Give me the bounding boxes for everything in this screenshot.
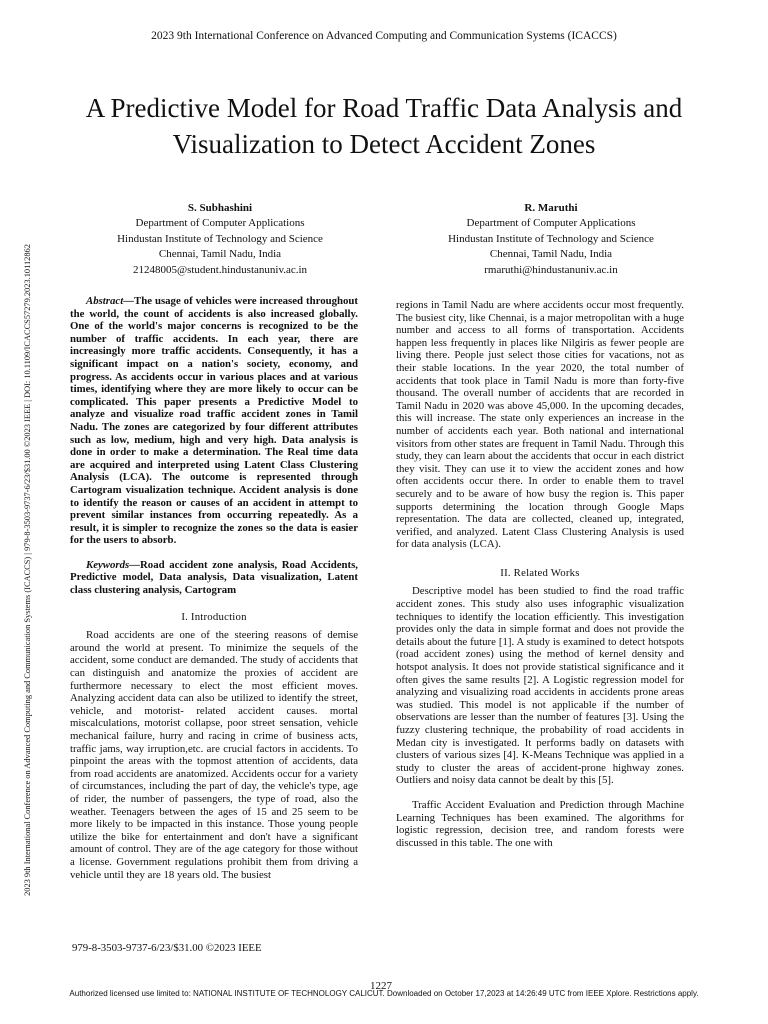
author-institution: Hindustan Institute of Technology and Science xyxy=(117,232,323,245)
paper-title: A Predictive Model for Road Traffic Data Analysis and Visualization to Detect Accident Zones xyxy=(85,93,683,159)
page-number: 1227 xyxy=(370,980,392,992)
license-footer: Authorized licensed use limited to: NATIONAL INSTITUTE OF TECHNOLOGY CALICUT. Downloaded on October 17,2023 at 14:26:49 UTC from IEEE Xplore. Restrictions apply. xyxy=(69,989,699,998)
intro-paragraph: Road accidents are one of the steering reasons of demise around the world at present. To minimize the sequels of the accident, some conduct are demanded. The study of accidents that can distinguish and anatomize the proxies of accident are furthermore necessary to elect the most efficient moves. Analyzing accident data can also be utilized to identify the street, vehicle, and motorist- related accident causes. mortal miscalculations, motorist collapse, poor street sensation, vehicle mechanical failure, hurry and racing in crime of business acts, traffic jams, way irruption,etc. are crucial factors in accidents. To pinpoint the areas with the topmost attention of accidents, data from road accidents are anatomized. Accidents occur for a variety of circumstances, including the part of day, the vehicle's type, age of rider, the number of passengers, the type of road, also the weather. Teenagers between the ages of 15 and 25 seem to be more likely to be impacted in this instance. Those young people utilize the bike for entertainment and don't have a significant amount of control. They are of the age category for those without a license. Government regulations prohibit them from driving a vehicle until they are 18 years old. The busiest xyxy=(70,629,358,881)
author-email[interactable]: 21248005@student.hindustanuniv.ac.in xyxy=(132,263,308,276)
author-department: Department of Computer Applications xyxy=(135,217,305,230)
author-location: Chennai, Tamil Nadu, India xyxy=(158,248,282,261)
conference-header: 2023 9th International Conference on Advanced Computing and Communication Systems (ICACCS) xyxy=(151,30,617,42)
author-block xyxy=(60,201,380,278)
author-email[interactable]: rmaruthi@hindustanuniv.ac.in xyxy=(484,263,618,276)
keywords xyxy=(70,559,358,597)
related-works-paragraph: Traffic Accident Evaluation and Prediction through Machine Learning Techniques has been examined. The algorithms for logistic regression, decision tree, and random forests were discussed in this table. The one with xyxy=(396,798,684,849)
left-column xyxy=(70,295,358,881)
related-works-paragraph: Descriptive model has been studied to find the road traffic accident zones. This study also uses infographic visualization techniques to identify the location efficiently. This investigation provides only the data in simple format and does not provide the details about the future [1]. A study is examined to detect hotspots (road accident zones) using the method of kernel density and hotspot analysis. It does not provide statistical significance and it often gives the same results [2]. A Logistic regression model for analyzing and visualizing road accidents in accidents prone areas was studied. This model is not applicable if the number of observations are lesser than the number of features [3]. Using the fuzzy clustering technique, the probability of road accidents in Medan city is investigated. It performs badly on datasets with clusters of various sizes [4]. K-Means Technique was applied in a study to cluster the areas of accident-prone highway zones. Outliers and noisy data cannot be dealt by this [5]. xyxy=(396,585,684,787)
abstract xyxy=(70,295,358,547)
author-name: R. Maruthi xyxy=(524,202,578,214)
side-doi-text: 2023 9th International Conference on Advanced Computing and Communication Systems (ICACCS) | 979-8-3503-9737-6/23/$31.00 ©2023 IEEE | DOI: 10.1109/ICACCS57279.2023.10112862 xyxy=(23,244,32,896)
intro-continued-paragraph: regions in Tamil Nadu are where accidents occur most frequently. The busiest city, like Chennai, is a major metropolitan with a huge number and access to all forms of transportation. Accidents happen less frequently in places like Nilgiris as fewer people are living there. People just select those cities for vacations, not as their stable locations. In the year 2020, the total number of accidents that took place in Tamil Nadu is more than forty-five thousand. The overall number of accidents that are recorded in Tamil Nadu in 2020 was above 45,000. In the upcoming decades, this will increase. The state only experiences an increase in the number of accidents each year. Both national and international visitors from other states are frequent in Tamil Nadu. Through this study, they can learn about the accidents that occur in each district they visit. They can use it to view the accident zones and how often accidents occur there. In order to enable them to travel securely and to be aware of how busy the region is. This paper supports determining the location through Google Maps representation. The data are collected, cleaned up, integrated, verified, and analyzed. Latent Class Clustering Analysis is used for data analysis (LCA). xyxy=(396,299,684,551)
section-heading-introduction: I. Introduction xyxy=(181,610,247,623)
section-heading-related-works: II. Related Works xyxy=(500,566,580,579)
keywords-label: Keywords— xyxy=(86,558,140,571)
author-block xyxy=(391,201,711,278)
author-institution: Hindustan Institute of Technology and Science xyxy=(448,232,654,245)
author-location: Chennai, Tamil Nadu, India xyxy=(489,248,613,261)
keywords-text: Road accident zone analysis, Road Accidents, Predictive model, Data analysis, Data visualization, Latent class clustering analysis, Cartogram xyxy=(70,558,358,597)
copyright-line: 979-8-3503-9737-6/23/$31.00 ©2023 IEEE xyxy=(72,942,262,954)
right-column xyxy=(396,299,684,849)
author-department: Department of Computer Applications xyxy=(466,217,636,230)
abstract-label: Abstract— xyxy=(86,295,134,307)
abstract-text: The usage of vehicles were increased throughout the world, the count of accidents is also increased globally. One of the world's major concerns is recognized to be the number of traffic accidents. In each year, there are increasingly more traffic accidents. Consequently, it has a significant impact on a nation's society, economy, and progress. As accidents occur in various places and at various times, identifying where they are more likely to occur can be complicated. This paper presents a Predictive Model to analyze and visualize road traffic accident zones in Tamil Nadu. The zones are categorized by four different attributes such as low, medium, high and very high. Data analysis is done in order to make a determination. The Real time data are acquired and interpreted using Latent Class Clustering Analysis (LCA). The outcome is represented through Cartogram visualization technique. Accident analysis is done to identify the reason or causes of an accident in attempt to prevent similar instances from occurring repeatedly. As a result, it is simpler to recognize the zones so the data is easier for the users to absorb. xyxy=(70,295,358,547)
author-name: S. Subhashini xyxy=(187,202,253,214)
